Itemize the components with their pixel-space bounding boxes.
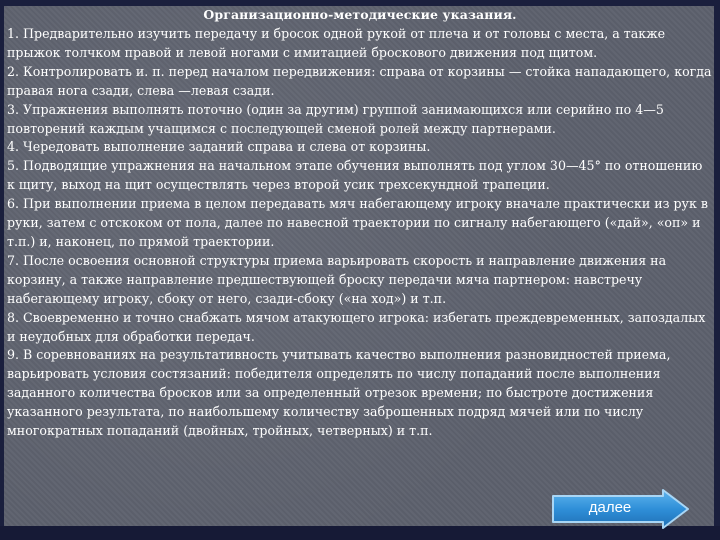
instruction-item-2: 2. Контролировать и. п. перед началом передвижения: справа от корзины — стойка нападающего, когда правая нога сзади, слева —левая сзади. xyxy=(7,63,712,98)
next-button[interactable] xyxy=(551,488,691,530)
instruction-item-7: 7. После освоения основной структуры приема варьировать скорость и направление движения на корзину, а также направление предшествующей броску передачи мяча партнером: навстречу набегающему игроку, сбоку от него, сзади-сбоку («на ход») и т.п. xyxy=(7,252,667,306)
frame-left xyxy=(0,0,4,540)
slide-title: Организационно-методические указания. xyxy=(203,7,517,22)
frame-top xyxy=(0,0,720,6)
frame-right xyxy=(714,0,720,540)
instruction-item-9: 9. В соревнованиях на результативность учитывать качество выполнения разновидностей приема, варьировать условия состязаний: победителя определять по числу попаданий после выполнения заданного количества бросков или за определенный отрезок времени; по быстроте достижения указанного результата, по наибольшему количеству заброшенных подряд мячей или по числу многократных попаданий (двойных, тройных, четверных) и т.п. xyxy=(7,347,671,439)
next-button-label: далее xyxy=(588,499,632,516)
instruction-item-6: 6. При выполнении приема в целом передавать мяч набегающему игроку вначале практически из рук в руки, затем с отскоком от пола, далее по навесной траектории по сигналу набегающего («дай», «оп» и т.п.) и, наконец, по прямой траектории. xyxy=(7,196,708,249)
instruction-item-5: 5. Подводящие упражнения на начальном этапе обучения выполнять под углом 30—45° по отношению к щиту, выход на щит осуществлять через второй усик трехсекундной трапеции. xyxy=(7,158,703,193)
instruction-item-4: 4. Чередовать выполнение заданий справа и слева от корзины. xyxy=(7,139,431,155)
instruction-item-3: 3. Упражнения выполнять поточно (один за другим) группой занимающихся или серийно по 4—5 повторений каждым учащимся с последующей сменой ролей между партнерами. xyxy=(7,101,664,136)
instructions-list xyxy=(7,25,713,441)
instruction-item-8: 8. Своевременно и точно снабжать мячом атакующего игрока: избегать преждевременных, запоздалых и неудобных для обработки передач. xyxy=(7,309,706,344)
instruction-item-1: 1. Предварительно изучить передачу и бросок одной рукой от плеча и от головы с места, а также прыжок толчком правой и левой ногами с имитацией броскового движения под щитом. xyxy=(7,26,666,60)
